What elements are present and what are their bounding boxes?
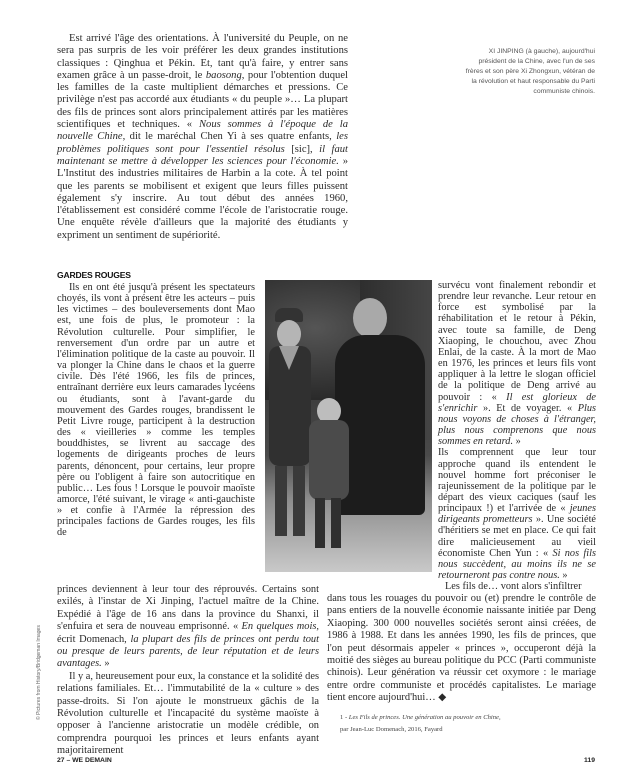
left-column-text — [57, 282, 255, 539]
text-run: Est arrivé l'âge des orientations. À l'université du Peuple, on ne sera pas surpris de les voir préférer les deux grandes institutions classiques : Qinghua et Pékin. Et, tant qu'à faire, y entrer sans examen grâce à un passe-droit, le — [57, 33, 348, 81]
text-run: ». Et de voyager. « — [477, 402, 578, 414]
text-run: Il y a, heureusement pour eux, la constance et la solidité des relations familiales. Et… l'immutabilité de la « culture » des passe-droits. Si l'on ajoute le monstrueux gâchis de la Révolution culturelle et l'incapacité du système maoïste à opposer à l'ancienne aristocratie un modèle crédible, on comprendra pourquoi les princes et leurs enfants ayant majoritairement — [57, 670, 319, 757]
italic-text: Nous sommes à l'époque de la nouvelle Chine, — [57, 119, 349, 143]
paragraph — [57, 282, 255, 539]
text-run: » — [559, 570, 568, 582]
paragraph — [57, 671, 319, 758]
paragraph — [57, 33, 348, 242]
intro-paragraph — [57, 33, 348, 242]
right-column-text — [438, 280, 596, 581]
text-run: survécu vont finalement rebondir et prendre leur revanche. Leur retour en force est symbolisé par la réhabilitation et le retour à Pékin, avec toute sa famille, de Deng Xiaoping, le chouchou, avec Zhou Enlai, de la caste. À la mort de Mao en 1976, les princes et leurs fils vont appliquer à la lettre le slogan officiel de la politique de Deng arrivé au pouvoir : « — [438, 280, 596, 403]
italic-text: Plus nous voyons de choses à l'étranger, plus nous comprenons que nous sommes en retard. — [438, 402, 596, 448]
paragraph — [327, 593, 596, 705]
bottom-right-text — [327, 593, 596, 705]
text-run: » — [101, 658, 110, 670]
text-run: ». Une société d'héritiers se met en place. Ce qui fait dire malicieusement au vieil économiste Chen Yun : « — [438, 514, 596, 559]
text-run: écrit Domenach, — [57, 633, 131, 645]
family-photo — [265, 280, 432, 572]
italic-text: Si nos fils nous succèdent, au moins ils ne se retourneront pas contre nous. — [438, 547, 596, 582]
footnote-title: Les Fils de princes. Une génération au pouvoir en Chine, — [348, 714, 501, 721]
italic-text: il faut maintenant se mettre à développer les sciences pour l'économie. — [57, 143, 348, 167]
photo-credit: © Pictures from History/Bridgeman Images — [36, 625, 42, 720]
bottom-left-text — [57, 584, 319, 758]
text-run: dans tous les rouages du pouvoir ou (et) prendre le contrôle de pans entiers de la nouvelle économie naissante initiée par Deng Xiaoping. 300 000 nouvelles sociétés seront ainsi créées, de 1986 à 1988. Et dans les années 1990, les fils de princes, que l'on peut désormais appeler « princes », occuperont déjà la moitié des sièges au bureau politique du PCC (Parti communiste chinois). Leur génération va réussir cet oxymore : le mariage entre ordre communiste et procédés capitalistes. Le mariage tient encore aujourd'hui… ◆ — [327, 593, 596, 704]
paragraph — [438, 280, 596, 447]
right-last-paragraph-start: Les fils de… vont alors s'infiltrer — [445, 581, 582, 592]
text-run: princes deviennent à leur tour des réprouvés. Certains sont exilés, à l'instar de Xi Jinping, l'actuel maître de la Chine. Expédié à l'âge de 16 ans dans la province du Shanxi, il s'enfuira et sera de nouveau emprisonné. « — [57, 584, 319, 633]
photo-caption: XI JINPING (à gauche), aujourd'hui président de la Chine, avec l'un de ses frères et son père Xi Zhongxun, vétéran de la révolution et haut responsable du Parti communiste chinois. — [465, 48, 595, 95]
paragraph — [57, 584, 319, 671]
footnote-source: par Jean-Luc Domenach, 2016, Fayard — [340, 726, 443, 733]
text-run: Ils comprennent que leur tour approche quand ils entendent le nouvel homme fort préconiser le rajeunissement de la politique par le départ des vieux caciques (sauf les principaux !) et l'arrivée de « — [438, 447, 596, 515]
footnote-number: 1 - — [340, 714, 349, 721]
italic-text: les problèmes politiques sont pour l'essentiel résolus — [57, 131, 348, 155]
text-run: Ils en ont été jusqu'à présent les spectateurs choyés, ils vont à présent être les acteurs – puis les victimes – des bouleversements dont Mao est, une fois de plus, le promoteur : la Révolution culturelle. Pour simplifier, le renversement d'un ordre par un autre et l'élimination politique de la caste au pouvoir. Il va plonger la Chine dans le chaos et la guerre civile. Dès l'été 1966, les fils de princes, entraînant derrière eux leurs camarades lycéens ou étudiants, sont à l'avant-garde du mouvement des Gardes rouges, brandissent le Petit Livre rouge, participent à la destruction des « vieilleries » comme les temples bouddhistes, se livrent au saccage des logements de dirigeants proches de leurs parents, dénoncent, pour certains, leur propre père ou l'obligent à faire son autocritique en public… Les fous ! Lorsque le pouvoir maoïste amorce, l'été suivant, le virage « anti-gauchiste » et confie à l'Armée la répression des principales factions de Gardes rouges, les fils de — [57, 282, 255, 539]
italic-text: En quelques mois, — [241, 621, 320, 633]
italic-text: Il est glorieux de s'enrichir — [438, 391, 596, 414]
text-run: [sic], — [284, 143, 320, 155]
italic-text: jeunes dirigeants prometteurs — [438, 503, 596, 526]
text-run: » L'Institut des industries militaires de Harbin a la cote. À tel point que les parents se mobilisent et exigent que leurs filles puissent également s'y inscrire. Au tout début des années 1960, l'établissement est considéré comme l'école de l'aristocratie rouge. Une enquête révèle d'ailleurs que la majorité des étudiants y expriment un sentiment de supériorité. — [57, 155, 348, 241]
text-run: » — [513, 436, 521, 448]
italic-text: baosong — [205, 69, 242, 81]
text-run: , pour l'obtention duquel les familles de la caste multiplient démarches et pressions. Ce privilège n'est pas accordé aux étudiants « du peuple »… La plupart des fils de princes sont alors principalement attirés par les matières scientifiques et techniques. « — [57, 69, 348, 131]
italic-text: la plupart des fils de princes ont perdu tout ou presque de leurs parents, de leur réputation et de leurs avantages. — [57, 633, 319, 670]
paragraph — [438, 447, 596, 581]
page-number: 119 — [584, 757, 595, 764]
footer-magazine: 27 – WE DEMAIN — [57, 757, 112, 764]
section-heading: GARDES ROUGES — [57, 270, 131, 280]
footnote — [340, 712, 501, 736]
text-run: dit le maréchal Chen Yi à ses quatre enfants, — [125, 131, 337, 143]
